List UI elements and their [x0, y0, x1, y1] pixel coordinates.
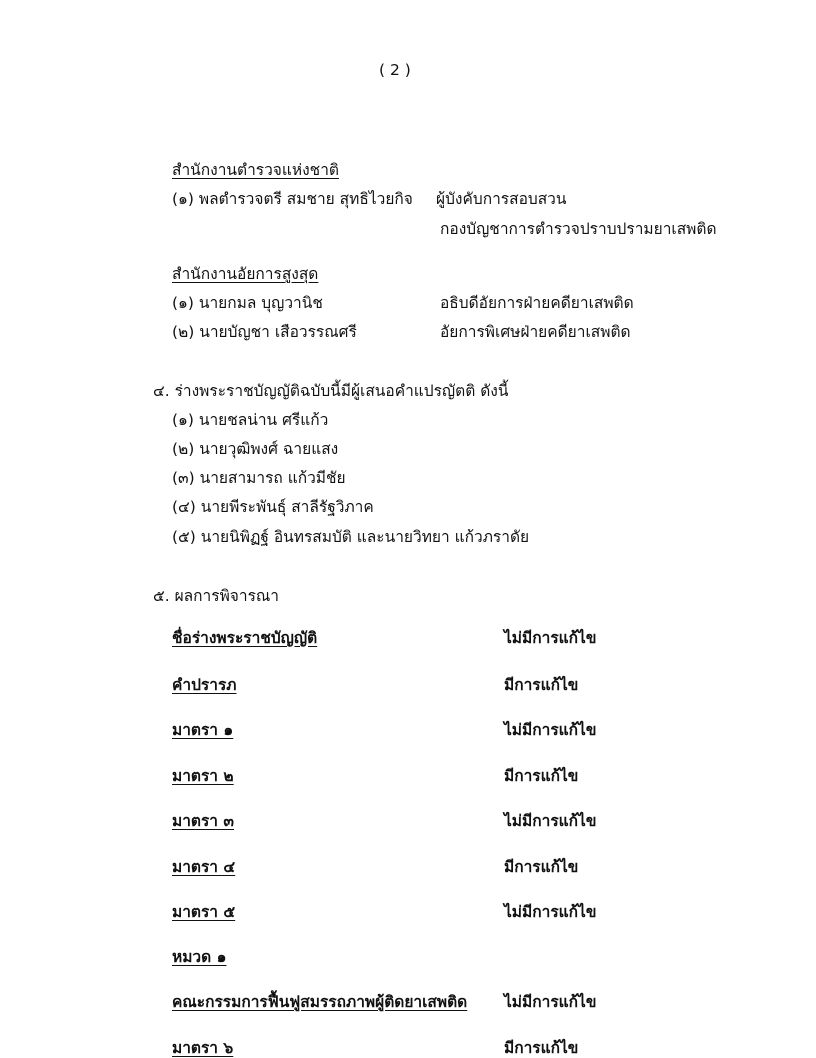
result-row-label: มาตรา ๖: [172, 1039, 234, 1057]
result-row-status: มีการแก้ไข: [504, 676, 579, 694]
attorney-member-position: อธิบดีอัยการฝ่ายคดียาเสพติด: [440, 294, 634, 312]
result-row-label: หมวด ๑: [172, 948, 227, 966]
result-row-status: ไม่มีการแก้ไข: [504, 721, 597, 739]
police-member-position-line2: กองบัญชาการตำรวจปราบปรามยาเสพติด: [440, 220, 717, 238]
result-row-status: ไม่มีการแก้ไข: [504, 903, 597, 921]
police-member-position: ผู้บังคับการสอบสวน: [436, 190, 567, 208]
result-row-label: มาตรา ๒: [172, 767, 234, 785]
result-row-label: คำปรารภ: [172, 676, 237, 694]
result-row-status: ไม่มีการแก้ไข: [504, 812, 597, 830]
page-number: ( 2 ): [379, 61, 411, 79]
amendment-proposer: (๔) นายพีระพันธุ์ สาลีรัฐวิภาค: [172, 498, 374, 516]
result-row-label: มาตรา ๑: [172, 721, 234, 739]
amendment-proposer: (๒) นายวุฒิพงศ์ ฉายแสง: [172, 440, 339, 458]
amendment-proposer: (๓) นายสามารถ แก้วมีชัย: [172, 469, 346, 487]
amendment-proposer: (๑) นายชลน่าน ศรีแก้ว: [172, 411, 329, 429]
section5-heading: ๕. ผลการพิจารณา: [153, 587, 279, 605]
police-member-name: (๑) พลตำรวจตรี สมชาย สุทธิไวยกิจ: [172, 190, 413, 208]
attorney-member-name: (๒) นายบัญชา เสือวรรณศรี: [172, 323, 357, 341]
result-row-status: มีการแก้ไข: [504, 1039, 579, 1057]
result-row-label: ชื่อร่างพระราชบัญญัติ: [172, 629, 318, 647]
result-row-status: มีการแก้ไข: [504, 858, 579, 876]
result-row-status: มีการแก้ไข: [504, 767, 579, 785]
result-row-label: มาตรา ๔: [172, 858, 236, 876]
result-row-status: ไม่มีการแก้ไข: [504, 629, 597, 647]
attorney-heading: สำนักงานอัยการสูงสุด: [172, 265, 319, 283]
police-heading: สำนักงานตำรวจแห่งชาติ: [172, 161, 339, 179]
section4-heading: ๔. ร่างพระราชบัญญัติฉบับนี้มีผู้เสนอคำแปรญัตติ ดังนี้: [153, 382, 509, 400]
attorney-member-name: (๑) นายกมล บุญวานิช: [172, 294, 323, 312]
attorney-member-position: อัยการพิเศษฝ่ายคดียาเสพติด: [440, 323, 631, 341]
result-row-label: มาตรา ๕: [172, 903, 236, 921]
amendment-proposer: (๕) นายนิพิฏฐ์ อินทรสมบัติ และนายวิทยา แก้วภราดัย: [172, 528, 530, 546]
result-row-status: ไม่มีการแก้ไข: [504, 993, 597, 1011]
result-row-label: มาตรา ๓: [172, 812, 235, 830]
result-row-label: คณะกรรมการฟื้นฟูสมรรถภาพผู้ติดยาเสพติด: [172, 993, 468, 1011]
